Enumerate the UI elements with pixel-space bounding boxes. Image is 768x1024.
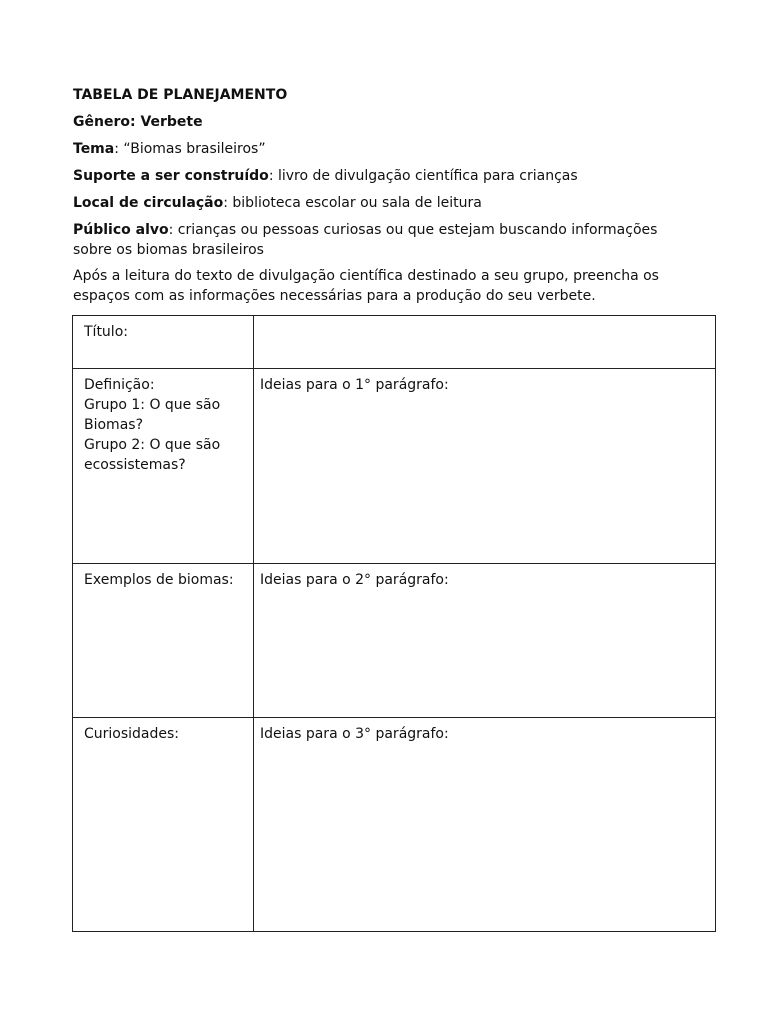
curiosities-label: Curiosidades: [84,726,180,742]
planning-table [72,315,716,932]
theme-label: Tema [73,141,115,157]
table-row-title [73,316,716,369]
paragraph1-ideas-label: Ideias para o 1° parágrafo: [260,377,449,393]
intro-line2: espaços com as informações necessárias para a produção do seu verbete. [73,288,596,304]
paragraph2-ideas-cell[interactable] [254,564,716,718]
genre-label: Gênero: Verbete [73,114,203,130]
title-label: Título: [84,324,128,340]
paragraph3-ideas-cell[interactable] [254,718,716,932]
intro-paragraph [73,266,715,306]
audience-label: Público alvo [73,222,169,238]
examples-label-cell [73,564,254,718]
audience-line [73,220,715,260]
examples-label: Exemplos de biomas: [84,572,234,588]
theme-value: : “Biomas brasileiros” [114,141,266,157]
intro-line1: Após a leitura do texto de divulgação científica destinado a seu grupo, preencha os [73,268,659,284]
title-label-cell [73,316,254,369]
audience-value-line1: : crianças ou pessoas curiosas ou que estejam buscando informações [168,222,658,238]
theme-line [73,139,715,159]
group1-question-line2: Biomas? [84,417,144,433]
circulation-value: : biblioteca escolar ou sala de leitura [223,195,482,211]
group1-question-line1: Grupo 1: O que são [84,397,221,413]
paragraph2-ideas-label: Ideias para o 2° parágrafo: [260,572,449,588]
table-row-definition [73,369,716,564]
audience-value-line2: sobre os biomas brasileiros [73,242,264,258]
title-input-cell[interactable] [254,316,716,369]
group2-question-line1: Grupo 2: O que são [84,437,221,453]
table-row-examples [73,564,716,718]
support-line [73,166,715,186]
document-page [73,85,715,932]
genre-line [73,112,715,132]
circulation-line [73,193,715,213]
paragraph1-ideas-cell[interactable] [254,369,716,564]
support-value: : livro de divulgação científica para crianças [268,168,578,184]
document-heading: TABELA DE PLANEJAMENTO [73,87,288,103]
group2-question-line2: ecossistemas? [84,457,186,473]
definition-label: Definição: [84,377,155,393]
support-label: Suporte a ser construído [73,168,269,184]
circulation-label: Local de circulação [73,195,224,211]
definition-label-cell [73,369,254,564]
table-row-curiosities [73,718,716,932]
paragraph3-ideas-label: Ideias para o 3° parágrafo: [260,726,449,742]
curiosities-label-cell [73,718,254,932]
